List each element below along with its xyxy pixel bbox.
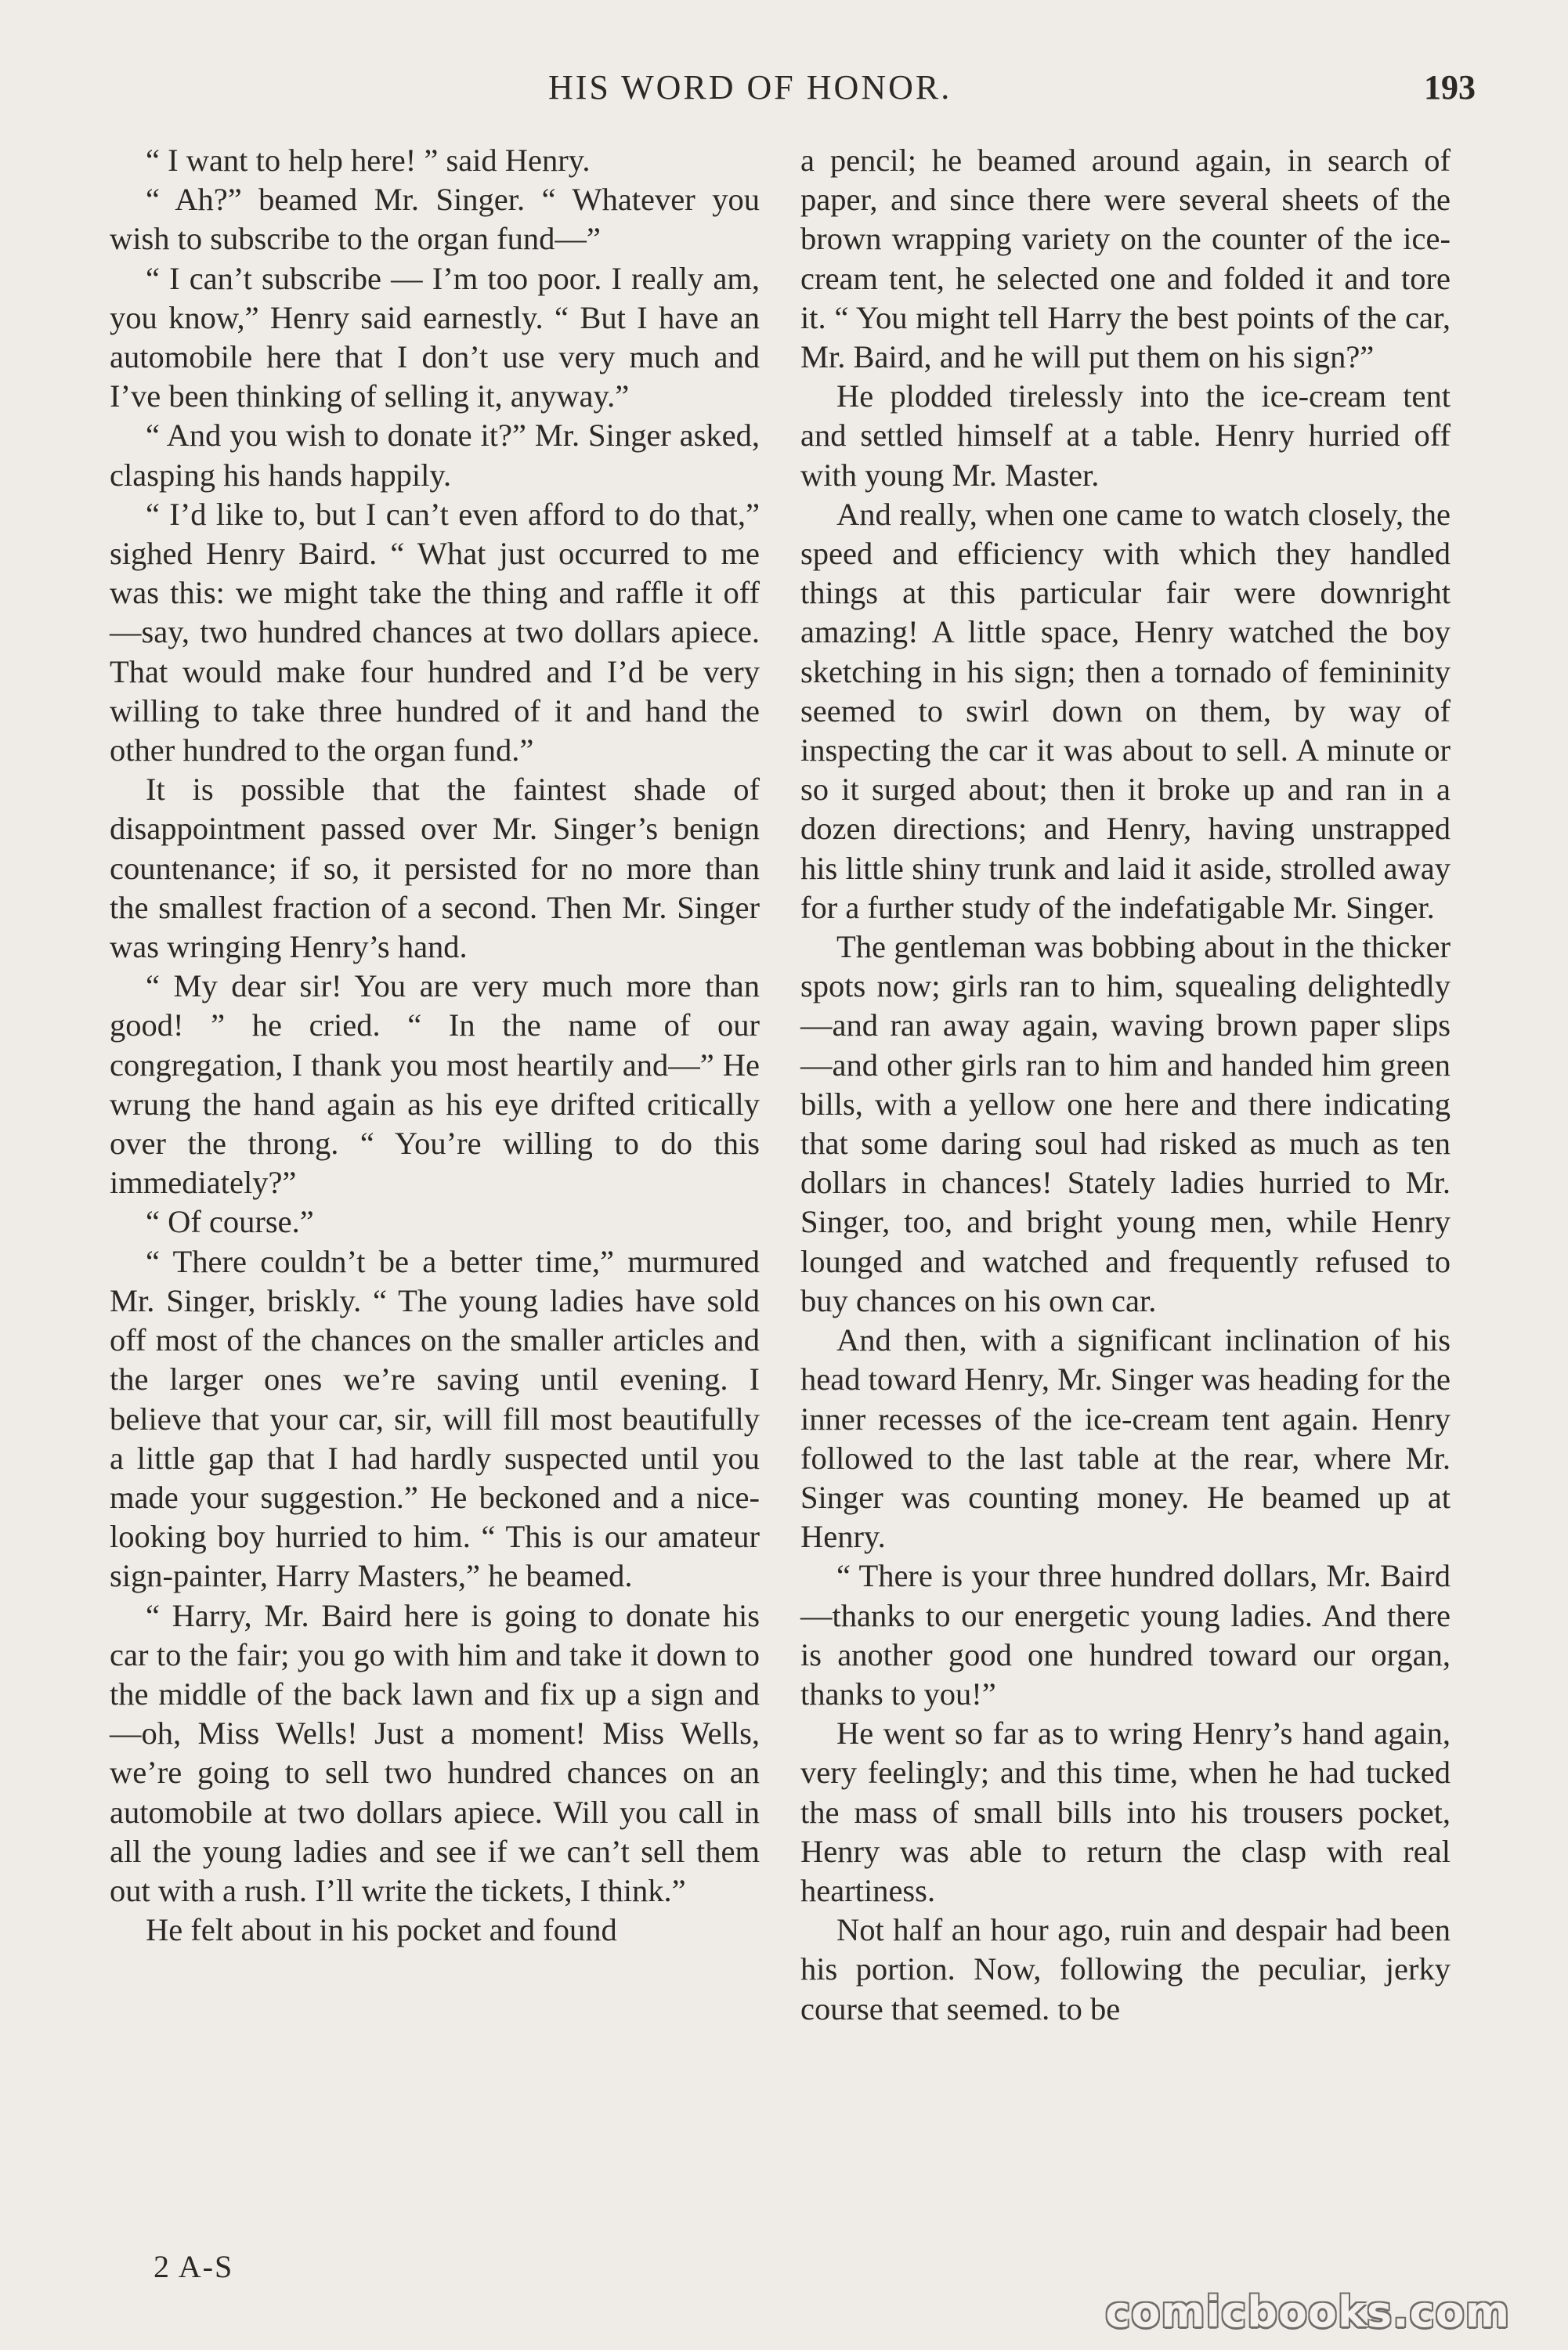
running-head xyxy=(0,67,1568,114)
paragraph: “ Harry, Mr. Baird here is going to donate his car to the fair; you go with him and take it down to the middle of the back lawn and fix up a sign and—oh, Miss Wells! Just a moment! Miss Wells, we’re going to sell two hundred chances on an automobile at two dollars apiece. Will you call in all the young ladies and see if we can’t sell them out with a rush. I’ll write the tickets, I think.” xyxy=(110,1597,760,1908)
paragraph: “ Of course.” xyxy=(146,1204,314,1240)
paragraph: “ Ah?” beamed Mr. Singer. “ Whatever you wish to subscribe to the organ fund—” xyxy=(110,182,760,257)
paragraph: And really, when one came to watch closely, the speed and efficiency with which they handled things at this particular fair were downright amazing! A little space, Henry watched the boy sketching in his sign; then a tornado of femininity seemed to swirl down on them, by way of inspecting the car it was about to sell. A minute or so it surged about; then it broke up and ran in a dozen directions; and Henry, having unstrapped his little shiny trunk and laid it aside, strolled away for a further study of the indefatigable Mr. Singer. xyxy=(800,496,1451,925)
signature-mark: 2 A-S xyxy=(154,2249,234,2284)
paragraph: Not half an hour ago, ruin and despair had been his portion. Now, following the peculiar, jerky course that seemed. to be xyxy=(800,1912,1451,2026)
paragraph: And then, with a significant inclination of his head toward Henry, Mr. Singer was heading for the inner recesses of the ice-cream tent again. Henry followed to the last table at the rear, where Mr. Singer was counting money. He beamed up at Henry. xyxy=(800,1322,1451,1555)
paragraph: “ And you wish to donate it?” Mr. Singer asked, clasping his hands happily. xyxy=(110,418,760,493)
paragraph: “ There couldn’t be a better time,” murmured Mr. Singer, briskly. “ The young ladies have sold off most of the chances on the smaller articles and the larger ones we’re saving until evening. I believe that your car, sir, will fill most beautifully a little gap that I had hardly suspected until you made your suggestion.” He beckoned and a nice-looking boy hurried to him. “ This is our amateur sign-painter, Harry Masters,” he beamed. xyxy=(110,1243,760,1594)
paragraph: He plodded tirelessly into the ice-cream tent and settled himself at a table. Henry hurried off with young Mr. Master. xyxy=(800,378,1451,493)
paragraph: “ I want to help here! ” said Henry. xyxy=(146,143,591,178)
paragraph: “ I’d like to, but I can’t even afford to do that,” sighed Henry Baird. “ What just occurred to me was this: we might take the thing and raffle it off—say, two hundred chances at two dollars apiece. That would make four hundred and I’d be very willing to take three hundred of it and hand the other hundred to the organ fund.” xyxy=(110,496,760,768)
running-title: HIS WORD OF HONOR. xyxy=(548,68,952,107)
paragraph: “ My dear sir! You are very much more than good! ” he cried. “ In the name of our congregation, I thank you most heartily and—” He wrung the hand again as his eye drifted critically over the throng. “ You’re willing to do this immediately?” xyxy=(110,968,760,1201)
paragraph: “ There is your three hundred dollars, Mr. Baird—thanks to our energetic young ladies. And there is another good one hundred toward our organ, thanks to you!” xyxy=(800,1558,1451,1712)
paragraph: a pencil; he beamed around again, in search of paper, and since there were several sheets of the brown wrapping variety on the counter of the ice-cream tent, he selected one and folded it and tore it. “ You might tell Harry the best points of the car, Mr. Baird, and he will put them on his sign?” xyxy=(800,143,1451,375)
paragraph: It is possible that the faintest shade of disappointment passed over Mr. Singer’s benign countenance; if so, it persisted for no more than the smallest fraction of a second. Then Mr. Singer was wringing Henry’s hand. xyxy=(110,772,760,965)
page-number: 193 xyxy=(1424,68,1476,107)
watermark-logo: comicbooks.com xyxy=(1105,2287,1510,2337)
left-column xyxy=(110,141,760,1950)
paragraph: “ I can’t subscribe — I’m too poor. I really am, you know,” Henry said earnestly. “ But I have an automobile here that I don’t use very much and I’ve been thinking of selling it, anyway.” xyxy=(110,260,760,414)
right-column xyxy=(800,141,1451,2029)
paragraph: He felt about in his pocket and found xyxy=(146,1912,617,1948)
paragraph: He went so far as to wring Henry’s hand again, very feelingly; and this time, when he had tucked the mass of small bills into his trousers pocket, Henry was able to return the clasp with real heartiness. xyxy=(800,1716,1451,1908)
paragraph: The gentleman was bobbing about in the thicker spots now; girls ran to him, squealing delightedly—and ran away again, waving brown paper slips—and other girls ran to him and handed him green bills, with a yellow one here and there indicating that some daring soul had risked as much as ten dollars in chances! Stately ladies hurried to Mr. Singer, too, and bright young men, while Henry lounged and watched and frequently refused to buy chances on his own car. xyxy=(800,929,1451,1318)
